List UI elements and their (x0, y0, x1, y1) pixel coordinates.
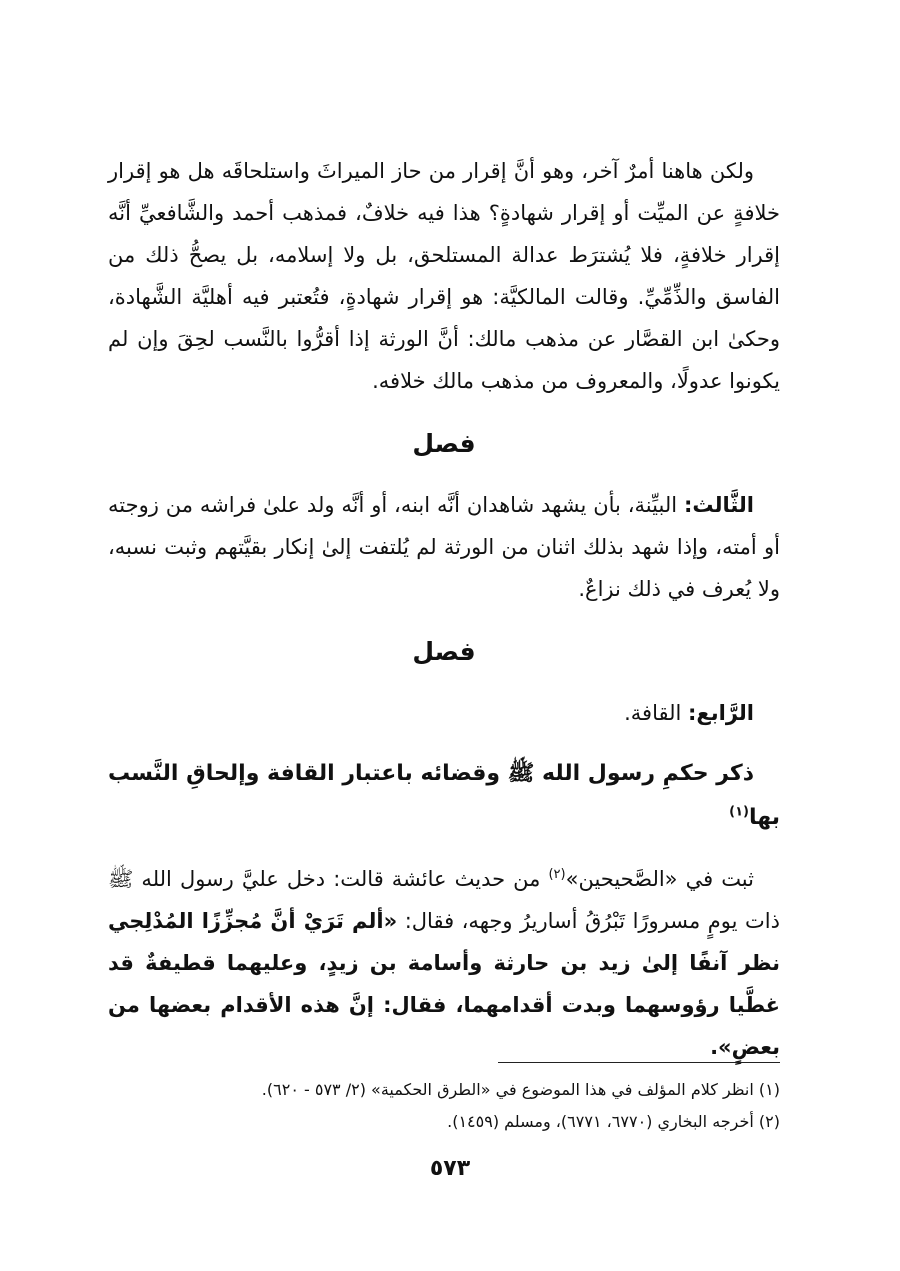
paragraph-fourth-qafa (108, 692, 780, 734)
footnote-separator (498, 1062, 780, 1063)
footnotes (120, 1074, 780, 1138)
footnote-ref-2[interactable]: (٢) (548, 867, 566, 882)
paragraph-third-evidence (108, 484, 780, 610)
hadith-intro: ثبت في «الصَّحيحين» (565, 867, 754, 891)
section-heading-fasl-1: فصل (412, 429, 476, 458)
chapter-title (108, 752, 780, 840)
footnote-ref-1[interactable]: (١) (729, 804, 749, 820)
page-number: ٥٧٣ (429, 1156, 471, 1181)
section-heading-fasl-2: فصل (412, 637, 476, 666)
hadith-quote: «ألم تَرَيْ أنَّ مُجزِّزًا المُدْلِجي نظر آنفًا إلىٰ زيد بن حارثة وأسامة بن زيدٍ، وعليهما قطيفةٌ قد غطَّيا رؤوسهما وبدت أقدامهما، فقال: إنَّ هذه الأقدام بعضها من بعضٍ». (108, 909, 780, 1059)
paragraph-fourth-lead: الرَّابع: (688, 701, 754, 725)
paragraph-fourth-text: القافة. (624, 701, 689, 725)
footnote-2: (٢) أخرجه البخاري (٦٧٧٠، ٦٧٧١)، ومسلم (١٤٥٩). (447, 1112, 780, 1131)
hadith-narration: من حديث عائشة قالت: دخل عليَّ رسول الله ﷺ ذات يومٍ مسرورًا تَبْرُقُ أساريرُ وجهه، فقال: (108, 867, 780, 933)
paragraph-third-text: البيِّنة، بأن يشهد شاهدان أنَّه ابنه، أو أنَّه ولد علىٰ فراشه من زوجته أو أمته، وإذا شهد بذلك اثنان من الورثة لم يُلتفت إلىٰ إنكار بقيَّتهم وثبت نسبه، ولا يُعرف في ذلك نزاعٌ. (108, 493, 780, 601)
chapter-title-text: ذكر حكمِ رسول الله ﷺ وقضائه باعتبار القافة وإلحاقِ النَّسب بها (108, 761, 780, 830)
paragraph-third-lead: الثَّالث: (683, 493, 754, 517)
page-body (108, 150, 780, 1068)
paragraph-hadith (108, 858, 780, 1068)
footnote-1: (١) انظر كلام المؤلف في هذا الموضوع في «الطرق الحكمية» (٢/ ٥٧٣ - ٦٢٠). (261, 1080, 780, 1099)
paragraph-inheritance-acknowledgment: ولكن هاهنا أمرٌ آخر، وهو أنَّ إقرار من حاز الميراثَ واستلحاقَه هل هو إقرار خلافةٍ عن الميِّت أو إقرار شهادةٍ؟ هذا فيه خلافٌ، فمذهب أحمد والشَّافعيِّ أنَّه إقرار خلافةٍ، فلا يُشترَط عدالة المستلحق، بل ولا إسلامه، بل يصحُّ ذلك من الفاسق والذِّمِّيِّ. وقالت المالكيَّة: هو إقرار شهادةٍ، فتُعتبر فيه أهليَّة الشَّهادة، وحكىٰ ابن القصَّار عن مذهب مالك: أنَّ الورثة إذا أقرُّوا بالنَّسب لحِقَ وإن لم يكونوا عدولًا، والمعروف من مذهب مالك خلافه. (108, 159, 780, 393)
